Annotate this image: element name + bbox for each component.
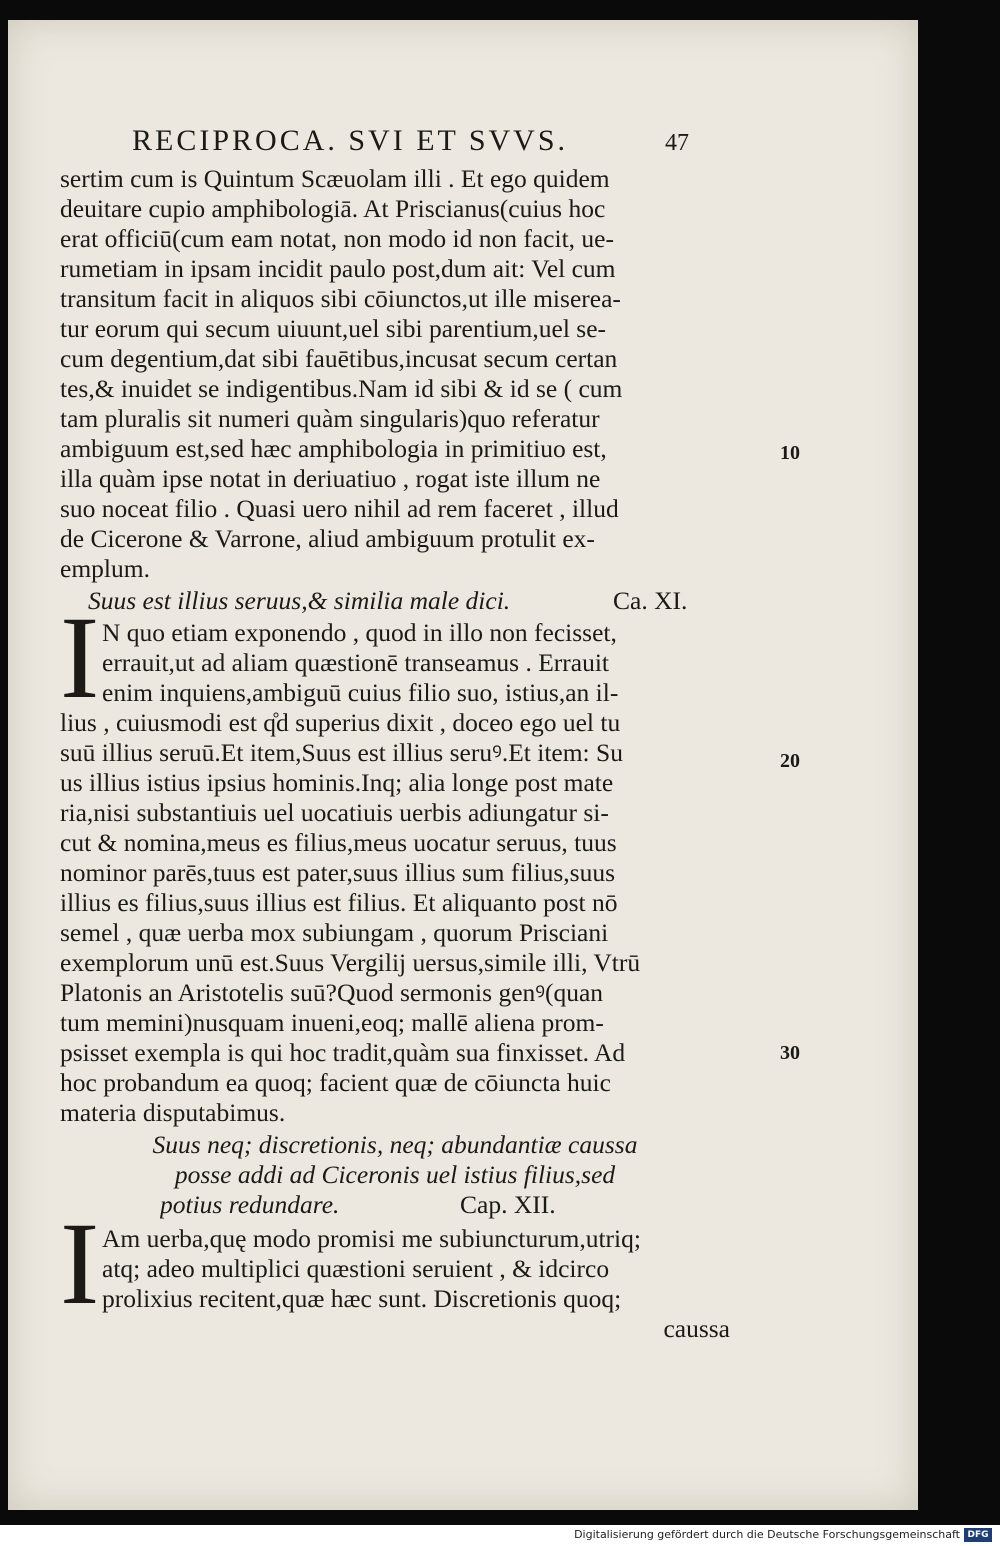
text-line: suū illius seruū.Et item,Suus est illius seruꝰ.Et item: Su [60, 738, 623, 767]
text-line: N quo etiam exponendo , quod in illo non fecisset, [102, 618, 617, 647]
text-line: ambiguum est,sed hæc amphibologia in primitiuo est, [60, 434, 607, 463]
text-line: tam pluralis sit numeri quàm singularis)quo referatur [60, 404, 600, 433]
text-line: tum memini)nusquam inueni,eoq; mallē aliena prom- [60, 1008, 604, 1037]
text-line: exemplorum unū est.Suus Vergilij uersus,simile illi, Vtrū [60, 948, 641, 977]
footer-credit: Digitalisierung gefördert durch die Deutsche Forschungsgemeinschaft [574, 1528, 960, 1541]
drop-cap-initial: I [60, 592, 100, 723]
text-line: illius es filius,suus illius est filius. Et aliquanto post nō [60, 888, 618, 917]
text-line: ria,nisi substantiuis uel uocatiuis uerbis adiungatur si- [60, 798, 609, 827]
text-line: cut & nomina,meus es filius,meus uocatur seruus, tuus [60, 828, 617, 857]
text-line: deuitare cupio amphibologiā. At Priscianus(cuius hoc [60, 194, 606, 223]
book-page [8, 20, 918, 1510]
text-line: cum degentium,dat sibi fauētibus,incusat secum certan [60, 344, 618, 373]
text-line: Platonis an Aristotelis suū?Quod sermonis genꝰ(quan [60, 978, 604, 1007]
text-line: enim inquiens,ambiguū cuius filio suo, istius,an il- [102, 678, 619, 707]
text-line: prolixius recitent,quæ hæc sunt. Discretionis quoq; [102, 1284, 622, 1313]
text-line: erat officiū(cum eam notat, non modo id non facit, ue- [60, 224, 614, 253]
margin-line-number: 30 [780, 1042, 800, 1064]
text-line: suo noceat filio . Quasi uero nihil ad rem faceret , illud [60, 494, 619, 523]
text-line: nominor parēs,tuus est pater,suus illius sum filius,suus [60, 858, 615, 887]
catchword: caussa [663, 1314, 730, 1343]
text-line: semel , quæ uerba mox subiungam , quorum Prisciani [60, 918, 609, 947]
drop-cap-initial: I [60, 1198, 100, 1329]
text-line: sertim cum is Quintum Scæuolam illi . Et ego quidem [60, 164, 610, 193]
text-line: lius , cuiusmodi est q̊d superius dixit , doceo ego uel tu [60, 708, 621, 737]
dfg-logo: DFG [964, 1528, 992, 1542]
text-line: atq; adeo multiplici quæstioni seruient , & idcirco [102, 1254, 610, 1283]
running-title: RECIPROCA. SVI ET SVVS. [132, 124, 569, 157]
chapter-11-label: Ca. XI. [613, 586, 688, 615]
text-line: materia disputabimus. [60, 1098, 286, 1127]
chapter-11-heading [88, 586, 730, 616]
chapter-12-heading-line: Suus neq; discretionis, neq; abundantiæ caussa [152, 1130, 638, 1159]
running-head [60, 124, 740, 166]
text-line: us illius istius ipsius hominis.Inq; alia longe post mate [60, 768, 614, 797]
margin-line-number: 20 [780, 750, 800, 772]
page-content [60, 102, 800, 1362]
text-line: de Cicerone & Varrone, aliud ambiguum protulit ex- [60, 524, 595, 553]
text-line: tur eorum qui secum uiuunt,uel sibi parentium,uel se- [60, 314, 607, 343]
text-line: hoc probandum ea quoq; facient quæ de cōiuncta huic [60, 1068, 611, 1097]
text-line: illa quàm ipse notat in deriuatiuo , rogat iste illum ne [60, 464, 601, 493]
text-line: Am uerba,quę modo promisi me subiuncturum,utriq; [102, 1224, 641, 1253]
page-number: 47 [665, 130, 689, 156]
chapter-12-label: Cap. XII. [460, 1190, 556, 1219]
footer-bar [0, 1525, 1000, 1546]
text-line: tes,& inuidet se indigentibus.Nam id sibi & id se ( cum [60, 374, 623, 403]
chapter-12-heading-last [160, 1190, 730, 1220]
margin-line-number: 10 [780, 442, 800, 464]
text-line: psisset exempla is qui hoc tradit,quàm sua finxisset. Ad [60, 1038, 626, 1067]
text-line: errauit,ut ad aliam quæstionē transeamus . Errauit [102, 648, 610, 677]
text-line: emplum. [60, 554, 150, 583]
chapter-12-heading-line: potius redundare. [160, 1190, 340, 1219]
chapter-12-heading-line: posse addi ad Ciceronis uel istius filius,sed [174, 1160, 616, 1189]
text-line: rumetiam in ipsam incidit paulo post,dum ait: Vel cum [60, 254, 616, 283]
text-line: transitum facit in aliquos sibi cōiunctos,ut ille miserea- [60, 284, 621, 313]
chapter-11-title: Suus est illius seruus,& similia male dici. [88, 586, 511, 615]
